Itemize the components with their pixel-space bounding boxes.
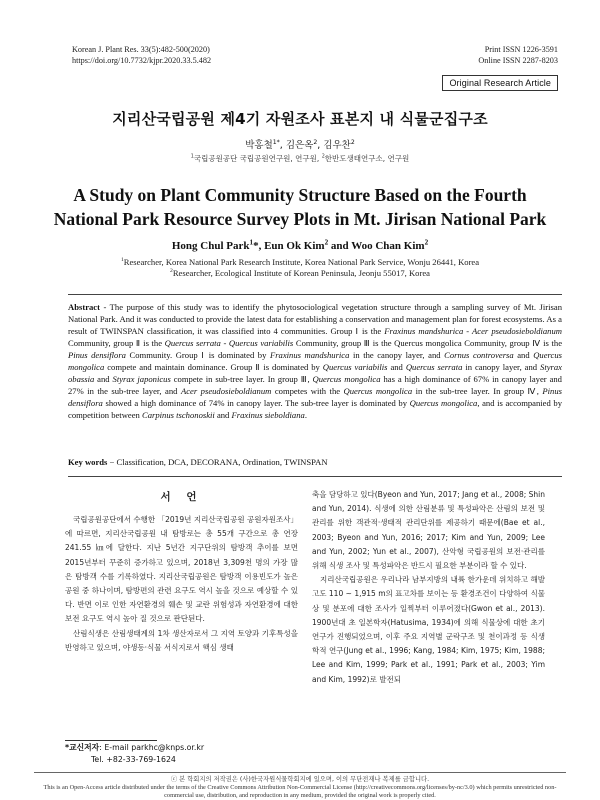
species-name: Pinus densiflora bbox=[68, 350, 126, 360]
author-name: Woo Chan Kim bbox=[351, 240, 425, 252]
species-name: Fraxinus sieboldiana bbox=[231, 410, 305, 420]
species-name: Cornus controversa bbox=[444, 350, 514, 360]
abstract-text: - The purpose of this study was to identify the phytosociological vegetation structure through a sampling survey of Mt. Jirisan National Park. And it was conducted to provide the latest data for establishing a conservation and management plan for forest ecosystems. As a result of TWINSPAN classification, it was classified into 4 communities. Group Ⅰ is the bbox=[68, 302, 562, 336]
species-name: Quercus mongolica bbox=[68, 350, 562, 372]
abstract-label: Abstract bbox=[68, 302, 100, 312]
abstract-text: Community, group Ⅱ is the bbox=[68, 338, 165, 348]
correspondence-email-line bbox=[65, 742, 204, 754]
species-name: Carpinus tschonoskii bbox=[141, 410, 215, 420]
online-issn: Online ISSN 2287-8203 bbox=[478, 56, 558, 65]
abstract-text: and bbox=[214, 410, 232, 420]
english-affiliation-1 bbox=[40, 257, 560, 268]
english-authors bbox=[0, 240, 600, 252]
print-issn: Print ISSN 1226-3591 bbox=[484, 45, 558, 54]
author-separator: , bbox=[258, 240, 265, 252]
license-notice: This is an Open-Access article distributed under the terms of the Creative Commons Attribution Non-Commercial License (http://creativecommons.org/licenses/by-nc/3.0) which permits unrestricted non-commercial use, distribution, and reproduction in any medium, provided the original work is properly cited. bbox=[43, 784, 557, 799]
affil-mark: 2 bbox=[321, 153, 325, 160]
body-paragraph: 지리산국립공원은 우리나라 남부지방의 내륙 한가운데 위치하고 해발고도 110 ~ 1,915 m의 표고차를 보이는 등 환경조건이 다양하여 식물상 및 분포에 대한 조사가 일찍부터 이루어졌다(Gwon et al., 2013). 1900년대 초 일본학자(Hatusima, 1934)에 의해 식물상에 대한 초기연구가 진행되었으며, 이후 주요 지역별 군락구조 및 천이과정 등 식생학적 연구(Jung et al., 1996; Kang, 1984; Kim, 1975; Kim, 1988; Lee and Kim, 1999; Park et al., 1991; Park et al., 2003; Yim and Kim, 1992)로 발전되 bbox=[312, 575, 545, 684]
author-name: Eun Ok Kim bbox=[264, 240, 325, 252]
abstract-text: , and is accompanied by competition between bbox=[68, 398, 562, 420]
issn-block bbox=[478, 44, 558, 66]
journal-citation bbox=[72, 44, 211, 66]
korean-authors: 박홍철$^{1*}$, 김은옥$^2$, 김우찬$^2$ bbox=[245, 138, 355, 151]
species-name: Quercus mongolica bbox=[312, 374, 381, 384]
korean-author-affil-mark: 1* bbox=[272, 138, 280, 146]
affil-mark: 2 bbox=[424, 238, 429, 247]
species-name: Fraxinus mandshurica - Acer pseudosieboldianum bbox=[384, 326, 562, 336]
keywords-dash: − bbox=[107, 457, 117, 467]
section-heading-introduction: 서 언 bbox=[160, 491, 203, 503]
affil-mark: 2 bbox=[324, 238, 329, 247]
abstract-text: Community. Group Ⅰ is dominated by bbox=[125, 350, 270, 360]
abstract-text: compete in sub-tree layer. In group Ⅲ, bbox=[170, 374, 313, 384]
abstract-body bbox=[68, 302, 562, 420]
english-title: A Study on Plant Community Structure Based on the Fourth National Park Resource Survey Plots in Mt. Jirisan National Park bbox=[53, 185, 547, 229]
abstract-text: has a high dominance of 67% in canopy layer and 27% in the sub-tree layer, and bbox=[68, 374, 562, 396]
abstract-text: and bbox=[94, 374, 113, 384]
keywords-label: Key words bbox=[68, 457, 108, 467]
abstract-text: in the canopy layer, and bbox=[349, 350, 445, 360]
footnote-rule bbox=[65, 740, 157, 741]
affil-mark: 1 bbox=[249, 238, 254, 247]
abstract-bottom-rule bbox=[68, 476, 562, 477]
correspondence-note bbox=[65, 742, 204, 766]
abstract-text: competes with the bbox=[271, 386, 344, 396]
english-affiliations bbox=[40, 257, 560, 279]
article-type-badge: Original Research Article bbox=[442, 75, 558, 91]
english-affiliation-2 bbox=[40, 268, 560, 279]
species-name: Styrax japonicus bbox=[112, 374, 171, 384]
species-name: Quercus variabilis bbox=[322, 362, 388, 372]
abstract-text: showed a high dominance of 74% in canopy layer. The sub-tree layer is dominated by bbox=[102, 398, 410, 408]
doi-link[interactable]: https://doi.org/10.7732/kjpr.2020.33.5.482 bbox=[72, 56, 212, 65]
species-name: Quercus serrata bbox=[405, 362, 463, 372]
abstract-top-rule bbox=[68, 294, 562, 295]
body-column-right bbox=[312, 488, 545, 687]
correspondence-phone: Tel. +82-33-769-1624 bbox=[91, 755, 176, 764]
korean-title: 지리산국립공원 제4기 자원조사 표본지 내 식물군집구조 bbox=[112, 110, 488, 128]
affil-mark: 2 bbox=[170, 268, 173, 275]
species-name: Styrax obassia bbox=[68, 362, 562, 384]
footer-rule bbox=[34, 772, 566, 773]
korean-author-name: 김우찬 bbox=[323, 140, 351, 151]
affil-mark: 1 bbox=[120, 257, 124, 264]
abstract-text: Community, group Ⅲ is the Quercus mongolica Community, group Ⅳ is the bbox=[293, 338, 563, 348]
copyright-notice: ⓒ 본 학회지의 저작권은 (사)한국자원식물학회지에 있으며, 이의 무단전재나 복제를 금합니다. bbox=[170, 776, 430, 783]
korean-affiliations bbox=[0, 153, 600, 164]
korean-affiliation-2: 한반도생태연구소, 연구원 bbox=[324, 154, 410, 163]
abstract bbox=[68, 301, 562, 421]
correspondence-email[interactable]: : E-mail parkhc@knps.or.kr bbox=[99, 743, 205, 752]
abstract-text: compete and maintain dominance. Group Ⅱ is dominated by bbox=[104, 362, 323, 372]
keywords bbox=[68, 457, 562, 467]
body-paragraph: 축을 담당하고 있다(Byeon and Yun, 2017; Jang et al., 2008; Shin and Yun, 2014). 식생에 의한 산림분류 및 특성파악은 산림의 보전 및 관리를 위한 객관적·생태적 관리단위를 제공하기 때문에(Bae et al., 2003; Byeon and Yun, 2016; 2017; Kim and Yun, 2009; Lee and Yun, 2002; Yun et al., 2007), 산악형 국립공원의 보전·관리를 위해 식생 조사 및 특성파악은 반드시 필요한 부분이라 할 수 있다. bbox=[312, 490, 545, 571]
correspondence-label: *교신저자 bbox=[65, 743, 100, 752]
author-name: Hong Chul Park bbox=[171, 240, 250, 252]
affiliation-text: Researcher, Ecological Institute of Korean Peninsula, Jeonju 55017, Korea bbox=[172, 268, 430, 278]
abstract-text: . bbox=[304, 410, 307, 420]
keywords-list: Classification, DCA, DECORANA, Ordination, TWINSPAN bbox=[116, 457, 328, 467]
abstract-text: and bbox=[387, 362, 406, 372]
species-name: Quercus serrata - Quercus variabilis bbox=[164, 338, 294, 348]
affiliation-text: Researcher, Korea National Park Research Institute, Korea National Park Service, Wonju 26441, Korea bbox=[123, 257, 480, 267]
korean-author-name: 박홍철 bbox=[245, 140, 273, 151]
body-paragraph: 국립공원공단에서 수행한 「2019년 지리산국립공원 공원자원조사」에 따르면, 지리산국립공원 내 탐방로는 총 55개 구간으로 총 연장 241.55 ㎞에 달한다. 지난 5년간 지구단위의 탐방객 추이를 보면 2015년부터 꾸준히 증가하고 있으며, 2018년 3,309천 명의 가장 많은 탐방객 수를 기록하였다. 지리산국립공원은 탐방객 이용빈도가 높은 공원 중 하나이며, 탐방편의 관련 요구도 역시 높을 것으로 예상할 수 있다. 반면 이로 인한 자연환경의 훼손 및 교란 위험성과 자연환경에 대한 보전 요구도 역시 높아 질 것으로 판단된다. bbox=[65, 515, 298, 624]
species-name: Quercus mongolica bbox=[343, 386, 413, 396]
abstract-text: and bbox=[513, 350, 534, 360]
author-separator: and bbox=[328, 240, 352, 252]
species-name: Fraxinus mandshurica bbox=[269, 350, 350, 360]
species-name: Pinus densiflora bbox=[68, 386, 562, 408]
species-name: Quercus mongolica bbox=[409, 398, 478, 408]
abstract-text: in canopy layer, and bbox=[462, 362, 541, 372]
journal-volume-line: Korean J. Plant Res. 33(5):482-500(2020) bbox=[72, 45, 210, 54]
body-paragraph: 산림식생은 산림생태계의 1차 생산자로서 그 지역 토양과 기후특성을 반영하고 있으며, 야생동·식물 서식지로서 핵심 생태 bbox=[65, 628, 298, 652]
corresponding-mark: * bbox=[253, 240, 259, 252]
body-column-left bbox=[65, 490, 298, 655]
affil-mark: 1 bbox=[190, 153, 194, 160]
korean-author-affil-mark: 2 bbox=[313, 138, 318, 146]
korean-author-affil-mark: 2 bbox=[350, 138, 355, 146]
species-name: Acer pseudosieboldianum bbox=[180, 386, 272, 396]
korean-author-name: 김은옥 bbox=[285, 140, 314, 151]
abstract-text: in the sub-tree layer. In group Ⅳ, bbox=[412, 386, 543, 396]
korean-affiliation-1: 국립공원공단 국립공원연구원, 연구원, bbox=[193, 154, 320, 163]
